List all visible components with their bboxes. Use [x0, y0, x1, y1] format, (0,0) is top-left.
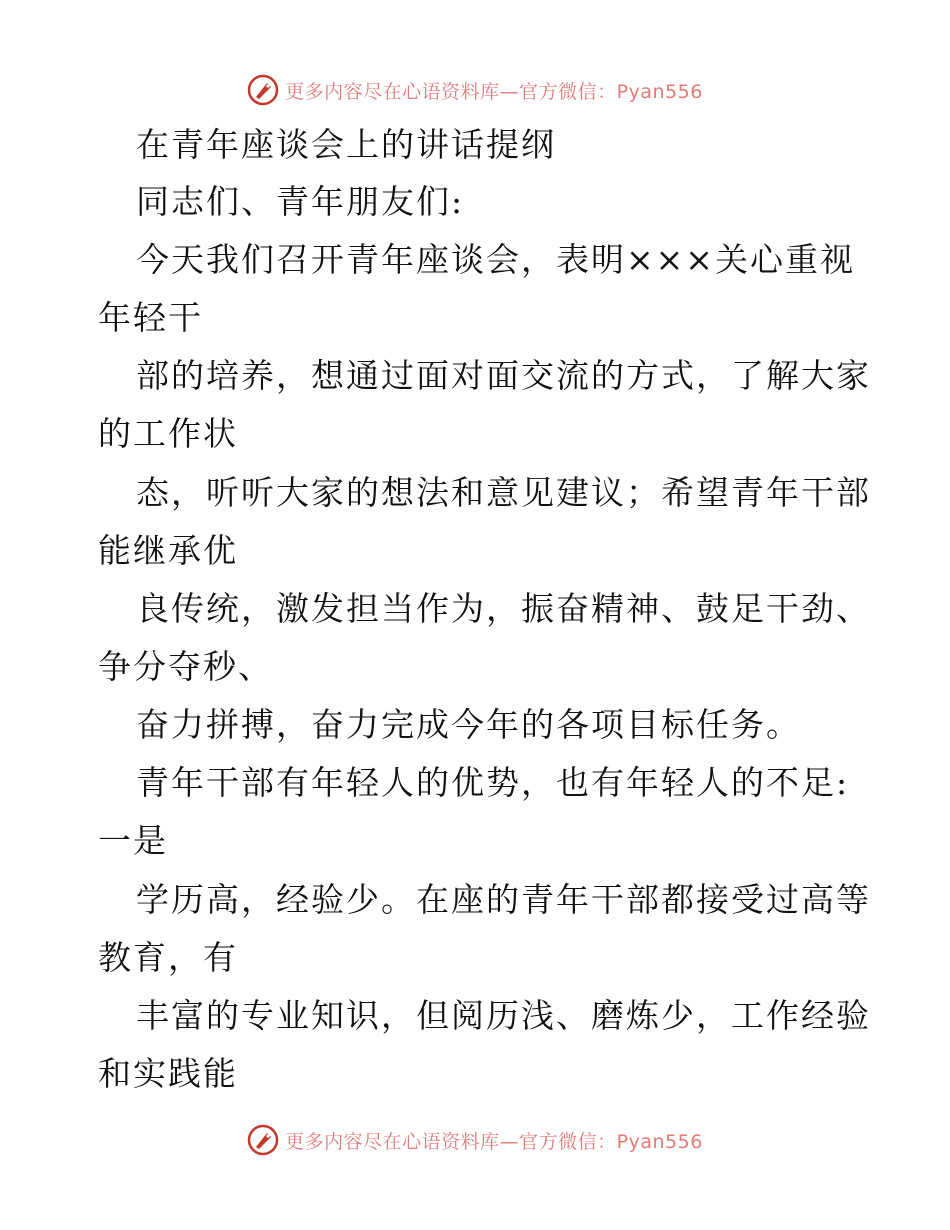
paragraph-line: 良传统，激发担当作为，振奋精神、鼓足干劲、 [136, 589, 871, 628]
paragraph-line: 的工作状 [98, 414, 238, 453]
paragraph-line: 教育，有 [98, 938, 238, 977]
paragraph-line: 青年干部有年轻人的优势，也有年轻人的不足: [136, 763, 850, 802]
watermark-text: 更多内容尽在心语资料库—官方微信：Pyan556 [285, 80, 703, 103]
paragraph-line: 学历高，经验少。在座的青年干部都接受过高等 [136, 880, 871, 919]
paragraph-line: 能继承优 [98, 531, 238, 570]
paragraph-line: 年轻干 [98, 298, 203, 337]
paragraph-line: 和实践能 [98, 1054, 238, 1093]
footer-watermark [0, 1120, 950, 1160]
header-watermark [0, 70, 950, 110]
pen-nib-logo-icon [247, 1124, 279, 1156]
paragraph-line: 态，听听大家的想法和意见建议；希望青年干部 [136, 473, 871, 512]
paragraph-line: 部的培养，想通过面对面交流的方式，了解大家 [136, 356, 871, 395]
paragraph-line: 今天我们召开青年座谈会，表明×××关心重视 [136, 240, 855, 279]
salutation: 同志们、青年朋友们: [136, 182, 465, 221]
paragraph-line: 丰富的专业知识，但阅历浅、磨炼少，工作经验 [136, 996, 871, 1035]
paragraph-line: 一是 [98, 821, 168, 860]
paragraph-line: 奋力拼搏，奋力完成今年的各项目标任务。 [136, 705, 801, 744]
paragraph-line: 争分夺秒、 [98, 647, 273, 686]
pen-nib-logo-icon [247, 74, 279, 106]
watermark-text: 更多内容尽在心语资料库—官方微信：Pyan556 [285, 1130, 703, 1153]
document-title: 在青年座谈会上的讲话提纲 [136, 125, 556, 164]
